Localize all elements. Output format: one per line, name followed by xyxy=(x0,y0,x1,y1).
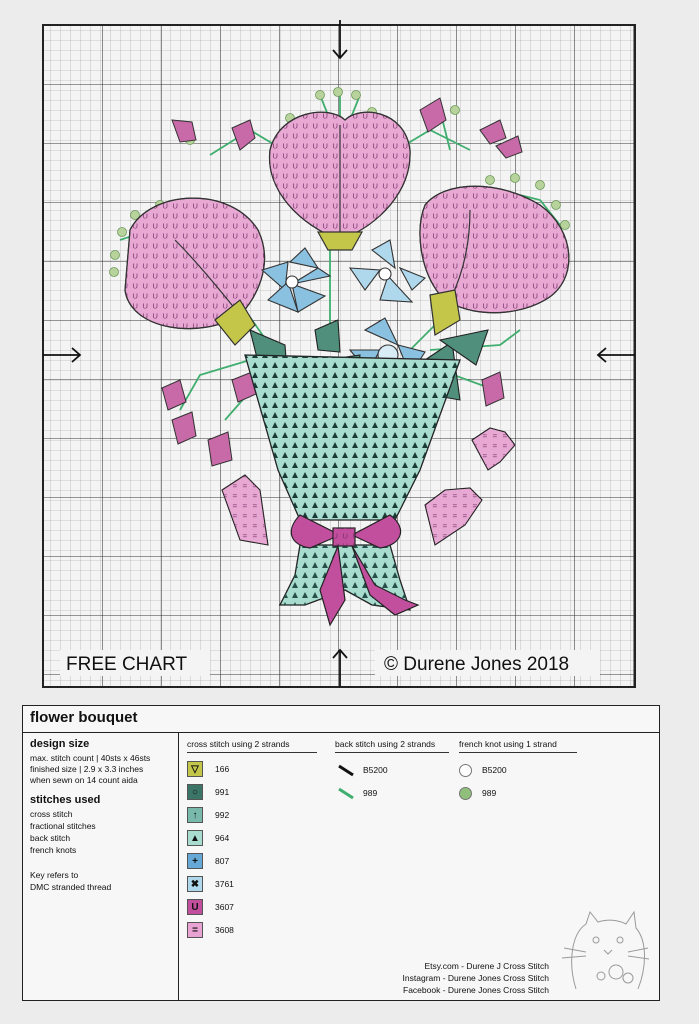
key-note: Key refers to xyxy=(30,870,79,880)
back-stitch-line-icon xyxy=(337,763,355,777)
thread-code: 166 xyxy=(215,764,230,774)
stitches-used-heading: stitches used xyxy=(30,794,101,806)
credit-line: Instagram - Durene Jones Cross Stitch xyxy=(402,973,549,983)
thread-code: B5200 xyxy=(363,765,388,775)
credit-line: Facebook - Durene Jones Cross Stitch xyxy=(403,985,549,995)
cross-stitch-item xyxy=(187,852,229,870)
design-size-line: max. stitch count | 40sts x 46sts xyxy=(30,753,151,763)
thread-code: 3761 xyxy=(215,879,234,889)
thread-code: 991 xyxy=(215,787,230,797)
cross-stitch-item xyxy=(187,783,229,801)
stitch-symbol-icon: ✖ xyxy=(187,876,203,892)
thread-code: 989 xyxy=(482,788,497,798)
french-knot-icon xyxy=(459,787,472,800)
cross-stitch-item xyxy=(187,921,234,939)
cat-sketch-logo xyxy=(556,904,651,994)
stitch-symbol-icon: U xyxy=(187,899,203,915)
stitch-symbol-icon: ○ xyxy=(187,784,203,800)
back-stitch-item xyxy=(337,784,377,802)
stitch-symbol-icon: + xyxy=(187,853,203,869)
stitch-item: fractional stitches xyxy=(30,821,96,831)
thread-code: 807 xyxy=(215,856,230,866)
cross-stitch-heading: cross stitch using 2 strands xyxy=(187,739,317,753)
cross-stitch-item xyxy=(187,875,234,893)
back-stitch-heading: back stitch using 2 strands xyxy=(335,739,449,753)
french-knot-heading: french knot using 1 strand xyxy=(459,739,577,753)
french-knot-item xyxy=(459,761,507,779)
thread-code: 3607 xyxy=(215,902,234,912)
stitch-symbol-icon: ▽ xyxy=(187,761,203,777)
divider xyxy=(23,732,659,733)
thread-code: 3608 xyxy=(215,925,234,935)
design-size-heading: design size xyxy=(30,738,90,750)
key-panel xyxy=(22,705,660,1001)
back-stitch-line-icon xyxy=(337,786,355,800)
french-knot-item xyxy=(459,784,496,802)
divider xyxy=(178,732,179,1000)
key-title: flower bouquet xyxy=(30,709,138,726)
stitch-item: cross stitch xyxy=(30,809,73,819)
cross-stitch-item xyxy=(187,760,229,778)
thread-code: B5200 xyxy=(482,765,507,775)
cross-stitch-item xyxy=(187,898,234,916)
stitch-item: back stitch xyxy=(30,833,71,843)
thread-code: 989 xyxy=(363,788,378,798)
cross-stitch-item xyxy=(187,806,229,824)
stitch-symbol-icon: ↑ xyxy=(187,807,203,823)
credits xyxy=(403,960,549,996)
thread-code: 964 xyxy=(215,833,230,843)
key-note: DMC stranded thread xyxy=(30,882,112,892)
stitch-item: french knots xyxy=(30,845,77,855)
back-stitch-item xyxy=(337,761,388,779)
design-size-line: finished size | 2.9 x 3.3 inches xyxy=(30,764,144,774)
free-chart-label: FREE CHART xyxy=(66,654,188,675)
cross-stitch-item xyxy=(187,829,229,847)
french-knot-icon xyxy=(459,764,472,777)
credit-line: Etsy.com - Durene J Cross Stitch xyxy=(424,961,549,971)
thread-code: 992 xyxy=(215,810,230,820)
stitch-symbol-icon: ▲ xyxy=(187,830,203,846)
stitch-symbol-icon: = xyxy=(187,922,203,938)
copyright-label: © Durene Jones 2018 xyxy=(384,654,570,675)
design-size-line: when sewn on 14 count aida xyxy=(30,775,138,785)
